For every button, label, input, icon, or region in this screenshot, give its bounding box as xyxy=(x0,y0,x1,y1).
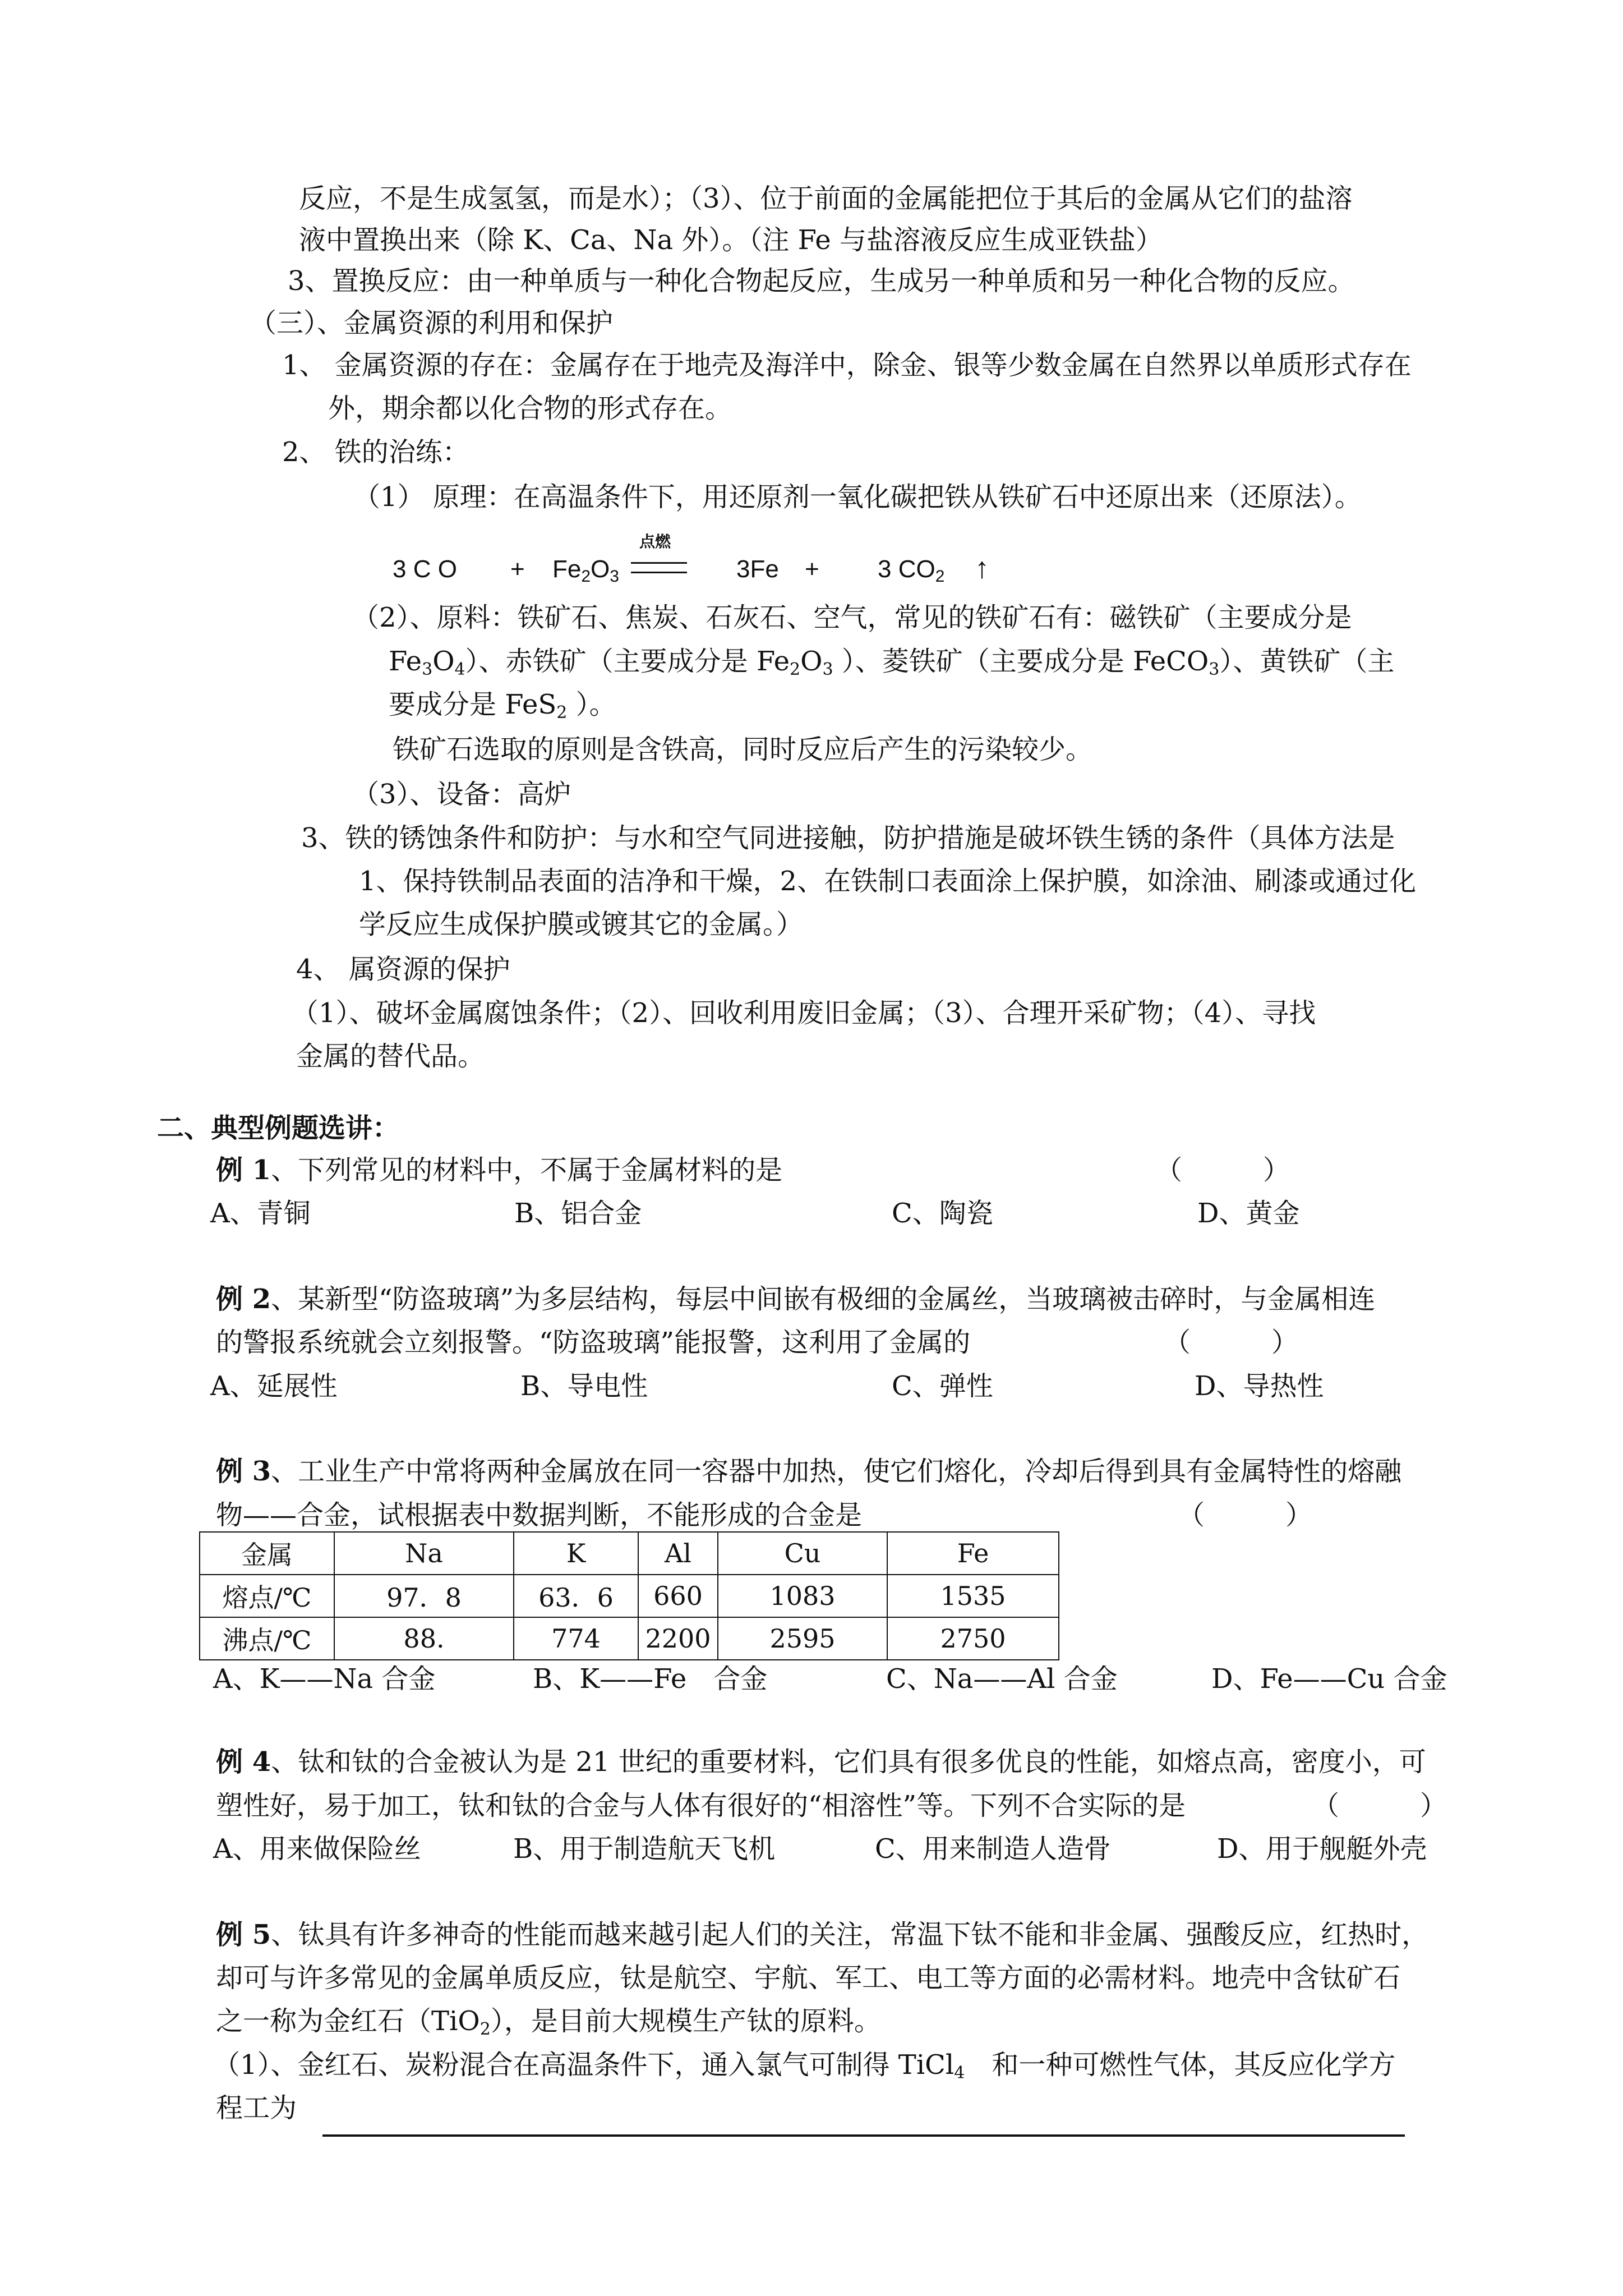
option-d: D、Fe——Cu 合金 xyxy=(1211,1663,1447,1695)
option-d: D、黄金 xyxy=(1197,1198,1300,1229)
option-d: D、用于舰艇外壳 xyxy=(1217,1833,1427,1865)
text-line: 程工为 xyxy=(216,2092,297,2124)
text-line: 反应，不是生成氢氢，而是水）；（3）、位于前面的金属能把位于其后的金属从它们的盐溶 xyxy=(299,183,1353,214)
table-cell: 63．6 xyxy=(514,1575,638,1617)
table-cell: 熔点/℃ xyxy=(200,1575,334,1617)
table-cell: 660 xyxy=(638,1575,718,1617)
text-line: 4、 属资源的保护 xyxy=(296,954,510,985)
text-line: 的警报系统就会立刻报警。“防盗玻璃”能报警，这利用了金属的 xyxy=(216,1327,971,1358)
text-line: 之一称为金红石（TiO$_2$），是目前大规模生产钛的原料。 xyxy=(216,2005,881,2039)
answer-paren: （ ） xyxy=(1164,1327,1299,1358)
option-c: C、弹性 xyxy=(892,1370,993,1402)
text-line: （3）、设备：高炉 xyxy=(352,779,571,810)
eq-product-co2: 3 $CO_2$ xyxy=(878,555,945,586)
text-line: （1）、金红石、炭粉混合在高温条件下，通入氯气可制得 TiCl$_4$ 和一种可燃性气体，其反应化学方 xyxy=(213,2049,1396,2083)
example-2-question: 例 2、某新型“防盗玻璃”为多层结构，每层中间嵌有极细的金属丝，当玻璃被击碎时，与金属相连 xyxy=(216,1283,1376,1315)
option-a: A、K——Na 合金 xyxy=(213,1663,436,1695)
eq-equals-sign xyxy=(631,562,687,573)
example-4-question: 例 4、钛和钛的合金被认为是 21 世纪的重要材料，它们具有很多优良的性能，如熔点高，密度小，可 xyxy=(216,1746,1426,1778)
table-cell: 774 xyxy=(514,1617,638,1660)
text-line: 3、铁的锈蚀条件和防护：与水和空气同进接触，防护措施是破坏铁生锈的条件（具体方法是 xyxy=(301,822,1395,854)
table-cell: 2750 xyxy=(887,1617,1059,1660)
option-c: C、Na——Al 合金 xyxy=(886,1663,1118,1695)
option-c: C、用来制造人造骨 xyxy=(875,1833,1111,1865)
answer-paren: （ ） xyxy=(1178,1499,1313,1531)
metal-data-table xyxy=(199,1531,1059,1660)
table-cell: Na xyxy=(334,1532,514,1575)
text-line: 液中置换出来（除 K、Ca、Na 外）。（注 Fe 与盐溶液反应生成亚铁盐） xyxy=(299,224,1163,256)
text-line: 金属的替代品。 xyxy=(296,1041,485,1072)
option-b: B、铝合金 xyxy=(514,1198,642,1229)
section-heading: 二、典型例题选讲： xyxy=(157,1112,400,1144)
table-cell: 1535 xyxy=(887,1575,1059,1617)
eq-plus: + xyxy=(805,555,819,583)
eq-plus: + xyxy=(510,555,525,583)
text-line: 2、 铁的治练： xyxy=(282,436,469,468)
text-line: $Fe_3O_4$）、赤铁矿（主要成分是 $Fe_2O_3$ ）、菱铁矿（主要成分是 FeCO$_3$）、黄铁矿（主 xyxy=(389,646,1395,679)
option-a: A、延展性 xyxy=(210,1370,338,1402)
text-line: 塑性好，易于加工，钛和钛的合金与人体有很好的“相溶性”等。下列不合实际的是 xyxy=(216,1790,1186,1821)
option-b: B、用于制造航天飞机 xyxy=(513,1833,776,1865)
example-5-question: 例 5、钛具有许多神奇的性能而越来越引起人们的关注，常温下钛不能和非金属、强酸反应，红热时， xyxy=(216,1919,1429,1950)
table-cell: 1083 xyxy=(718,1575,887,1617)
table-cell: Cu xyxy=(718,1532,887,1575)
example-1-question: 例 1、下列常见的材料中，不属于金属材料的是 xyxy=(216,1154,783,1186)
table-cell: 97．8 xyxy=(334,1575,514,1617)
section-heading: （三）、金属资源的利用和保护 xyxy=(250,307,614,339)
option-c: C、陶瓷 xyxy=(892,1198,993,1229)
table-cell: 沸点/℃ xyxy=(200,1617,334,1660)
text-line: （1） 原理：在高温条件下，用还原剂一氧化碳把铁从铁矿石中还原出来（还原法）。 xyxy=(353,481,1362,513)
text-line: 却可与许多常见的金属单质反应，钛是航空、宇航、军工、电工等方面的必需材料。地壳中含钛矿石 xyxy=(216,1962,1401,1994)
table-cell: 2200 xyxy=(638,1617,718,1660)
text-line: 1、保持铁制品表面的洁净和干燥，2、在铁制口表面涂上保护膜，如涂油、刷漆或通过化 xyxy=(359,866,1417,897)
text-line: 铁矿石选取的原则是含铁高，同时反应后产生的污染较少。 xyxy=(393,734,1093,765)
text-line: （2）、原料：铁矿石、焦炭、石灰石、空气，常见的铁矿石有：磁铁矿（主要成分是 xyxy=(352,602,1352,633)
eq-reactant-co: 3 C O xyxy=(393,555,457,583)
text-line: （1）、破坏金属腐蚀条件；（2）、回收利用废旧金属；（3）、合理开采矿物；（4）、寻找 xyxy=(292,997,1316,1029)
option-b: B、K——Fe 合金 xyxy=(533,1663,768,1695)
eq-product-fe: 3Fe xyxy=(736,555,779,583)
text-line: 物——合金，试根据表中数据判断，不能形成的合金是 xyxy=(216,1499,863,1531)
table-row xyxy=(200,1575,1059,1617)
table-cell: K xyxy=(514,1532,638,1575)
eq-reactant-fe2o3: $Fe_2O_3$ xyxy=(552,555,619,586)
text-line: 学反应生成保护膜或镀其它的金属。） xyxy=(359,909,804,940)
option-a: A、用来做保险丝 xyxy=(213,1833,421,1865)
gas-arrow-icon: ↑ xyxy=(975,552,989,585)
table-cell: 88. xyxy=(334,1617,514,1660)
text-line: 1、 金属资源的存在：金属存在于地壳及海洋中，除金、银等少数金属在自然界以单质形式存在 xyxy=(282,349,1412,381)
table-row xyxy=(200,1617,1059,1660)
table-cell: Al xyxy=(638,1532,718,1575)
eq-condition: 点燃 xyxy=(639,533,671,550)
answer-blank-line[interactable] xyxy=(322,2134,1405,2137)
text-line: 外，期余都以化合物的形式存在。 xyxy=(328,393,732,424)
option-b: B、导电性 xyxy=(520,1370,648,1402)
table-cell: Fe xyxy=(887,1532,1059,1575)
example-3-question: 例 3、工业生产中常将两种金属放在同一容器中加热，使它们熔化，冷却后得到具有金属特性的熔融 xyxy=(216,1456,1402,1487)
option-d: D、导热性 xyxy=(1195,1370,1324,1402)
table-cell: 2595 xyxy=(718,1617,887,1660)
text-line: 要成分是 FeS$_2$ ）。 xyxy=(389,689,616,723)
answer-paren: （ ） xyxy=(1155,1154,1290,1186)
answer-paren: （ ） xyxy=(1312,1790,1447,1821)
option-a: A、青铜 xyxy=(210,1198,311,1229)
table-row xyxy=(200,1532,1059,1575)
text-line: 3、置换反应：由一种单质与一种化合物起反应，生成另一种单质和另一种化合物的反应。 xyxy=(288,265,1355,297)
table-cell: 金属 xyxy=(200,1532,334,1575)
